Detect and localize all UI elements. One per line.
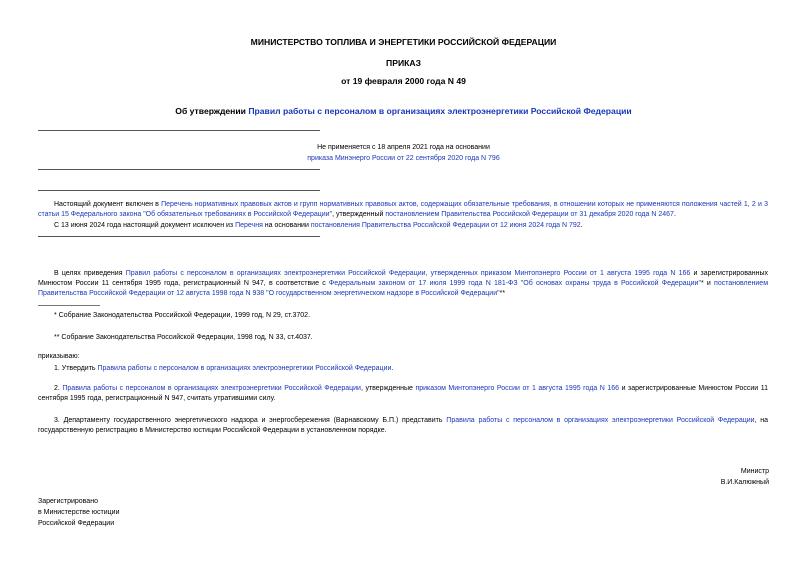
text: , утвержденный — [332, 211, 386, 218]
list-of-acts-link[interactable]: Перечень нормативных правовых актов и групп нормативных правовых актов, содержащих обязательные требования, в отношении которых не применяются положения частей 1, 2 и 3 статьи 15 Федерального закона "Об обязательных требованиях в Российской Федерации" — [38, 201, 768, 218]
approved-rules-link[interactable]: Правила работы с персоналом в организациях электроэнергетики Российской Федерации — [97, 365, 392, 372]
footnote-1: * Собрание Законодательства Российской Федерации, 1999 год, N 29, ст.3702. — [54, 312, 311, 319]
divider — [38, 169, 320, 170]
rules-link-item-3[interactable]: Правила работы с персоналом в организациях электроэнергетики Российской Федерации — [446, 417, 755, 424]
registration-line-1: Зарегистрировано — [38, 498, 98, 505]
list-link[interactable]: Перечня — [235, 222, 263, 229]
signature-role: Министр — [740, 468, 769, 475]
inclusion-paragraph-1 — [38, 200, 768, 220]
notice-line-1: Не применяется с 18 апреля 2021 года на основании — [317, 144, 490, 151]
registration-line-2: в Министерстве юстиции — [38, 509, 120, 516]
text: и зарегистрированных Минюстом России 11 сентября 1995 года, регистрационный N 947, в соответствие с — [38, 270, 768, 287]
divider — [38, 236, 320, 237]
old-rules-link[interactable]: Правил работы с персоналом в организациях электроэнергетики Российской Федерации, утвержденных приказом Минтопэнерго России от 1 августа 1995 года N 166 — [125, 270, 691, 277]
ministry-heading: МИНИСТЕРСТВО ТОПЛИВА И ЭНЕРГЕТИКИ РОССИЙСКОЙ ФЕДЕРАЦИИ — [250, 37, 557, 47]
text: . — [580, 222, 583, 229]
text: 1. Утвердить — [54, 365, 98, 372]
inclusion-paragraph-2 — [38, 221, 768, 231]
title-prefix: Об утверждении — [175, 106, 249, 116]
preamble-paragraph — [38, 269, 768, 299]
text: , на государственную регистрацию в Министерство юстиции Российской Федерации в установленном порядке. — [38, 417, 769, 434]
title-rules-link[interactable]: Правил работы с персоналом в организациях электроэнергетики Российской Федерации — [248, 106, 632, 116]
text: В целях приведения — [54, 270, 126, 277]
text: 3. Департаменту государственного энергетического надзора и энергосбережения (Варнавскому Б.П.) представить — [54, 417, 447, 424]
resolution-792-link[interactable]: постановления Правительства Российской Федерации от 12 июня 2024 года N 792 — [310, 222, 581, 229]
signature-name: В.И.Калюжный — [720, 479, 769, 486]
divider — [38, 130, 320, 131]
date-number-heading: от 19 февраля 2000 года N 49 — [341, 76, 466, 86]
text: на основании — [262, 222, 311, 229]
text: . — [391, 365, 394, 372]
text: и зарегистрированные Минюстом России 11 сентября 1995 года, регистрационный N 947, считать утратившими силу. — [38, 385, 768, 402]
prikazyvayu: приказываю: — [38, 353, 80, 360]
text: ** — [499, 290, 506, 297]
footnote-2: ** Собрание Законодательства Российской Федерации, 1998 год, N 33, ст.4037. — [54, 334, 313, 341]
text: * и — [700, 280, 715, 287]
document-title — [0, 106, 807, 116]
resolution-2467-link[interactable]: постановлением Правительства Российской Федерации от 31 декабря 2020 года N 2467 — [385, 211, 674, 218]
federal-law-181-link[interactable]: Федеральным законом от 17 июля 1999 года N 181-ФЗ "Об основах охраны труда в Российской Федерации" — [328, 280, 701, 287]
text: С 13 июня 2024 года настоящий документ исключен из — [54, 222, 236, 229]
order-166-link[interactable]: приказом Минтопэнерго России от 1 августа 1995 года N 166 — [415, 385, 620, 392]
rules-link-item-2[interactable]: Правила работы с персоналом в организациях электроэнергетики Российской Федерации — [62, 385, 361, 392]
text: Настоящий документ включен в — [54, 201, 162, 208]
text: . — [673, 211, 676, 218]
order-item-3 — [38, 416, 768, 436]
notice-order-link[interactable]: приказа Минэнерго России от 22 сентября 2020 года N 796 — [307, 155, 500, 162]
divider — [38, 190, 320, 191]
doc-type-heading: ПРИКАЗ — [386, 58, 421, 68]
text: 2. — [54, 385, 63, 392]
footnote-divider — [38, 305, 100, 306]
order-item-1 — [38, 364, 768, 374]
resolution-938-link[interactable]: постановлением Правительства Российской Федерации от 12 августа 1998 года N 938 "О государственном энергетическом надзоре в Российской Федерации" — [38, 280, 769, 297]
notice-line-2 — [0, 154, 807, 164]
order-item-2 — [38, 384, 768, 404]
text: , утвержденные — [360, 385, 416, 392]
registration-line-3: Российской Федерации — [38, 520, 115, 527]
